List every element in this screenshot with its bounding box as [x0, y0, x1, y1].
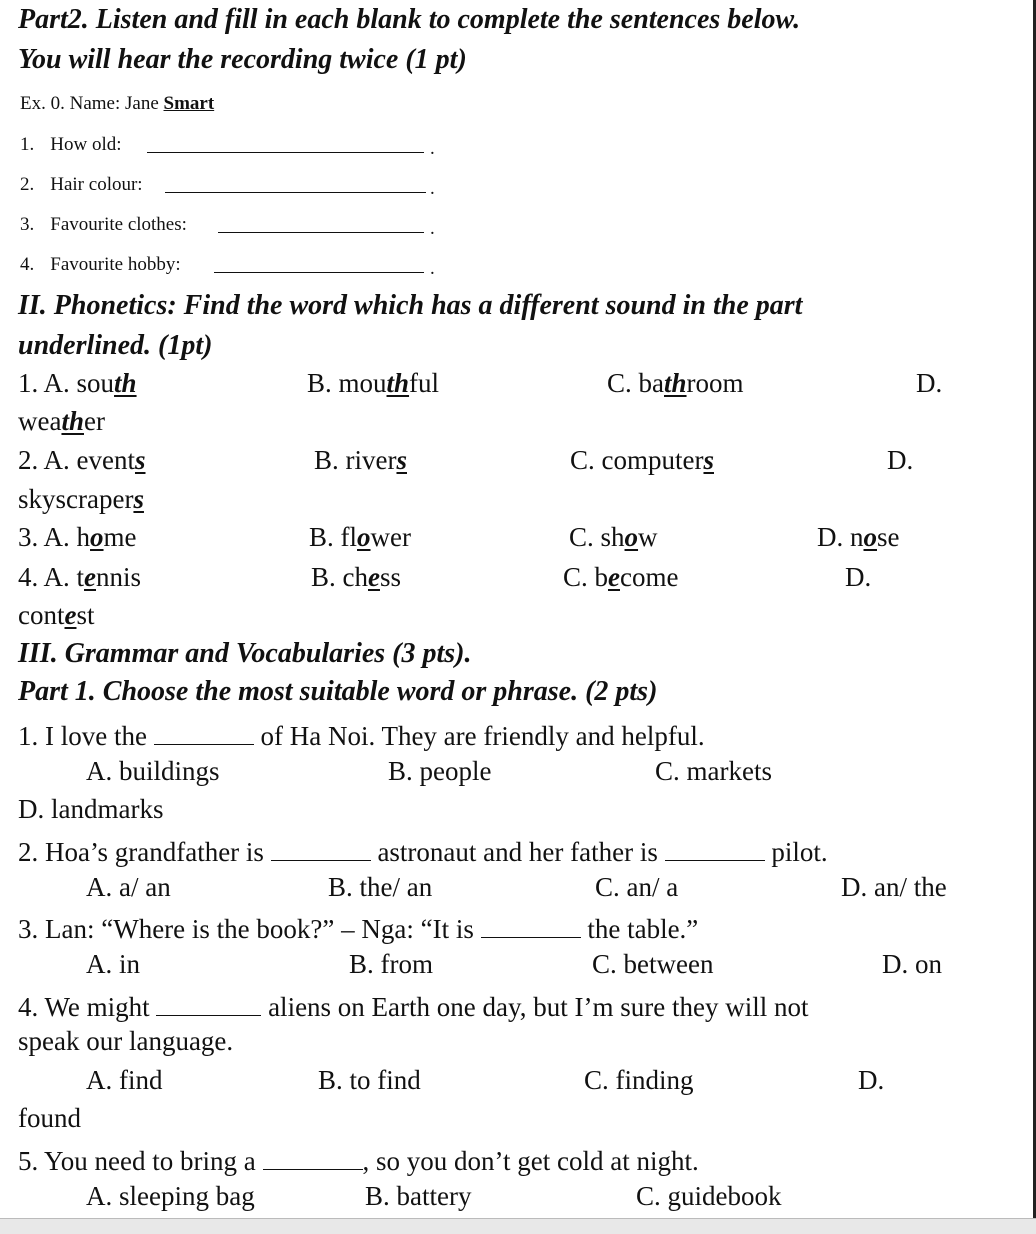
item-end: .	[430, 178, 435, 199]
underlined-part: o	[624, 522, 639, 552]
option-text: come	[620, 562, 679, 592]
underlined-part: th	[386, 368, 410, 398]
grammar-q1-option-c[interactable]: C. markets	[655, 756, 772, 786]
grammar-q1-option-d[interactable]: D. landmarks	[18, 794, 164, 824]
grammar-q4-option-d-word[interactable]: found	[18, 1103, 81, 1133]
option-text: C. computer	[570, 445, 704, 475]
grammar-heading: III. Grammar and Vocabularies (3 pts).	[18, 638, 472, 669]
phonetic-q1-option-a[interactable]	[18, 368, 137, 399]
grammar-q2-option-b[interactable]: B. the/ an	[328, 872, 433, 902]
item-end: .	[430, 258, 435, 279]
bottom-scroll-bar[interactable]	[0, 1218, 1036, 1234]
item-end: .	[430, 218, 435, 239]
underlined-part: s	[703, 445, 714, 475]
question-text: 3. Lan: “Where is the book?” – Nga: “It is	[18, 914, 481, 944]
phonetic-q4-option-d-label[interactable]: D.	[845, 562, 872, 592]
option-text: w	[638, 522, 658, 552]
underlined-part: th	[114, 368, 137, 398]
item-end: .	[430, 138, 435, 159]
answer-blank-1[interactable]	[147, 134, 424, 153]
answer-blank-2[interactable]	[165, 174, 426, 193]
option-text: skyscraper	[18, 484, 134, 514]
grammar-q3-option-b[interactable]: B. from	[349, 949, 433, 979]
underlined-part: s	[396, 445, 407, 475]
option-text: cont	[18, 600, 65, 630]
option-text: wer	[370, 522, 411, 552]
item-label: How old:	[50, 134, 122, 155]
grammar-part1-heading: Part 1. Choose the most suitable word or phrase. (2 pts)	[18, 676, 658, 707]
underlined-part: th	[664, 368, 687, 398]
phonetic-q1-option-d-label[interactable]: D.	[916, 368, 943, 398]
question-text: pilot.	[764, 837, 828, 867]
option-text: C. ba	[607, 368, 664, 398]
item-label: Favourite hobby:	[50, 254, 181, 275]
grammar-q5-stem	[18, 1142, 699, 1177]
part2-heading-line2: You will hear the recording twice (1 pt)	[18, 44, 467, 75]
question-text: of Ha Noi. They are friendly and helpful.	[253, 721, 705, 751]
item-label: Hair colour:	[50, 174, 143, 195]
grammar-q3-option-a[interactable]: A. in	[86, 949, 140, 979]
underlined-part: s	[133, 484, 144, 514]
option-text: ful	[409, 368, 440, 398]
grammar-q5-option-b[interactable]: B. battery	[365, 1181, 472, 1211]
answer-blank[interactable]	[481, 910, 581, 938]
option-text: B. ch	[311, 562, 368, 592]
phonetic-q3-option-d[interactable]	[817, 522, 900, 553]
phonetic-q3-option-c[interactable]	[569, 522, 658, 553]
option-text: me	[103, 522, 137, 552]
item-number: 3.	[20, 214, 35, 235]
option-text: 1. A. sou	[18, 368, 115, 398]
underlined-part: o	[863, 522, 877, 552]
phonetic-q1-option-b[interactable]	[307, 368, 439, 399]
grammar-q5-option-c[interactable]: C. guidebook	[636, 1181, 782, 1211]
phonetic-q2-option-b[interactable]	[314, 445, 407, 476]
option-text: C. b	[563, 562, 609, 592]
phonetic-q2-option-d-word[interactable]	[18, 484, 144, 515]
underlined-part: th	[61, 406, 84, 436]
option-text: 2. A. event	[18, 445, 135, 475]
item-number: 1.	[20, 134, 35, 155]
phonetic-q2-option-c[interactable]	[570, 445, 714, 476]
question-text: , so you don’t get cold at night.	[362, 1146, 699, 1176]
underlined-part: s	[134, 445, 146, 475]
answer-blank[interactable]	[154, 717, 254, 745]
grammar-q1-option-a[interactable]: A. buildings	[86, 756, 220, 786]
grammar-q3-option-c[interactable]: C. between	[592, 949, 714, 979]
phonetic-q2-option-d-label[interactable]: D.	[887, 445, 914, 475]
item-label: Favourite clothes:	[50, 214, 187, 235]
phonetic-q2-option-a[interactable]	[18, 445, 146, 476]
grammar-q2-option-d[interactable]: D. an/ the	[841, 872, 947, 902]
option-text: B. fl	[309, 522, 358, 552]
listen-item-4	[20, 254, 181, 276]
answer-blank[interactable]	[665, 833, 765, 861]
phonetic-q4-option-a[interactable]	[18, 562, 141, 593]
grammar-q5-option-a[interactable]: A. sleeping bag	[86, 1181, 255, 1211]
option-text: er	[84, 406, 105, 436]
part2-heading-line1: Part2. Listen and fill in each blank to complete the sentences below.	[18, 4, 801, 35]
answer-blank-3[interactable]	[218, 214, 424, 233]
option-text: nnis	[96, 562, 142, 592]
answer-blank-4[interactable]	[214, 254, 424, 273]
grammar-q2-stem	[18, 833, 828, 868]
phonetic-q4-option-c[interactable]	[563, 562, 678, 593]
item-number: 2.	[20, 174, 35, 195]
answer-blank[interactable]	[263, 1142, 363, 1170]
listen-item-1	[20, 134, 122, 156]
grammar-q4-option-c[interactable]: C. finding	[584, 1065, 694, 1095]
underlined-part: e	[84, 562, 96, 592]
phonetic-q1-option-c[interactable]	[607, 368, 744, 399]
grammar-q3-option-d[interactable]: D. on	[882, 949, 942, 979]
phonetic-q1-option-d-word[interactable]	[18, 406, 105, 437]
grammar-q4-option-d-label[interactable]: D.	[858, 1065, 885, 1095]
option-text: 3. A. h	[18, 522, 91, 552]
option-text: st	[76, 600, 95, 630]
phonetic-q4-option-b[interactable]	[311, 562, 401, 593]
phonetic-q3-option-a[interactable]	[18, 522, 137, 553]
question-text: aliens on Earth one day, but I’m sure they will not	[261, 992, 809, 1022]
answer-blank[interactable]	[156, 988, 261, 1016]
question-text: 5. You need to bring a	[18, 1146, 263, 1176]
grammar-q4-stem-line2: speak our language.	[18, 1026, 234, 1056]
grammar-q4-option-a[interactable]: A. find	[86, 1065, 163, 1095]
option-text: B. river	[314, 445, 397, 475]
example-line	[20, 93, 214, 115]
phonetics-heading-line1: II. Phonetics: Find the word which has a different sound in the part	[18, 290, 803, 321]
question-text: the table.”	[580, 914, 699, 944]
option-text: ss	[379, 562, 401, 592]
grammar-q2-option-c[interactable]: C. an/ a	[595, 872, 679, 902]
option-text: C. sh	[569, 522, 625, 552]
option-text: 4. A. t	[18, 562, 85, 592]
phonetics-heading-line2: underlined. (1pt)	[18, 330, 213, 361]
underlined-part: e	[64, 600, 77, 630]
grammar-q1-option-b[interactable]: B. people	[388, 756, 492, 786]
phonetic-q4-option-d-word[interactable]	[18, 600, 95, 631]
grammar-q4-option-b[interactable]: B. to find	[318, 1065, 421, 1095]
answer-blank[interactable]	[271, 833, 371, 861]
option-text: D. n	[817, 522, 864, 552]
listen-item-2	[20, 174, 143, 196]
option-text: wea	[18, 406, 62, 436]
question-text: 2. Hoa’s grandfather is	[18, 837, 271, 867]
question-text: 4. We might	[18, 992, 157, 1022]
underlined-part: o	[90, 522, 104, 552]
underlined-part: e	[608, 562, 620, 592]
item-number: 4.	[20, 254, 35, 275]
listen-item-3	[20, 214, 187, 236]
grammar-q1-stem	[18, 717, 705, 752]
grammar-q3-stem	[18, 910, 698, 945]
option-text: B. mou	[307, 368, 387, 398]
grammar-q4-stem	[18, 988, 808, 1023]
example-answer: Smart	[163, 93, 215, 114]
option-text: se	[877, 522, 900, 552]
underlined-part: o	[357, 522, 371, 552]
phonetic-q3-option-b[interactable]	[309, 522, 411, 553]
underlined-part: e	[368, 562, 380, 592]
option-text: room	[686, 368, 744, 398]
question-text: astronaut and her father is	[370, 837, 665, 867]
grammar-q2-option-a[interactable]: A. a/ an	[86, 872, 171, 902]
question-text: 1. I love the	[18, 721, 154, 751]
example-label: Ex. 0. Name: Jane	[20, 93, 164, 114]
